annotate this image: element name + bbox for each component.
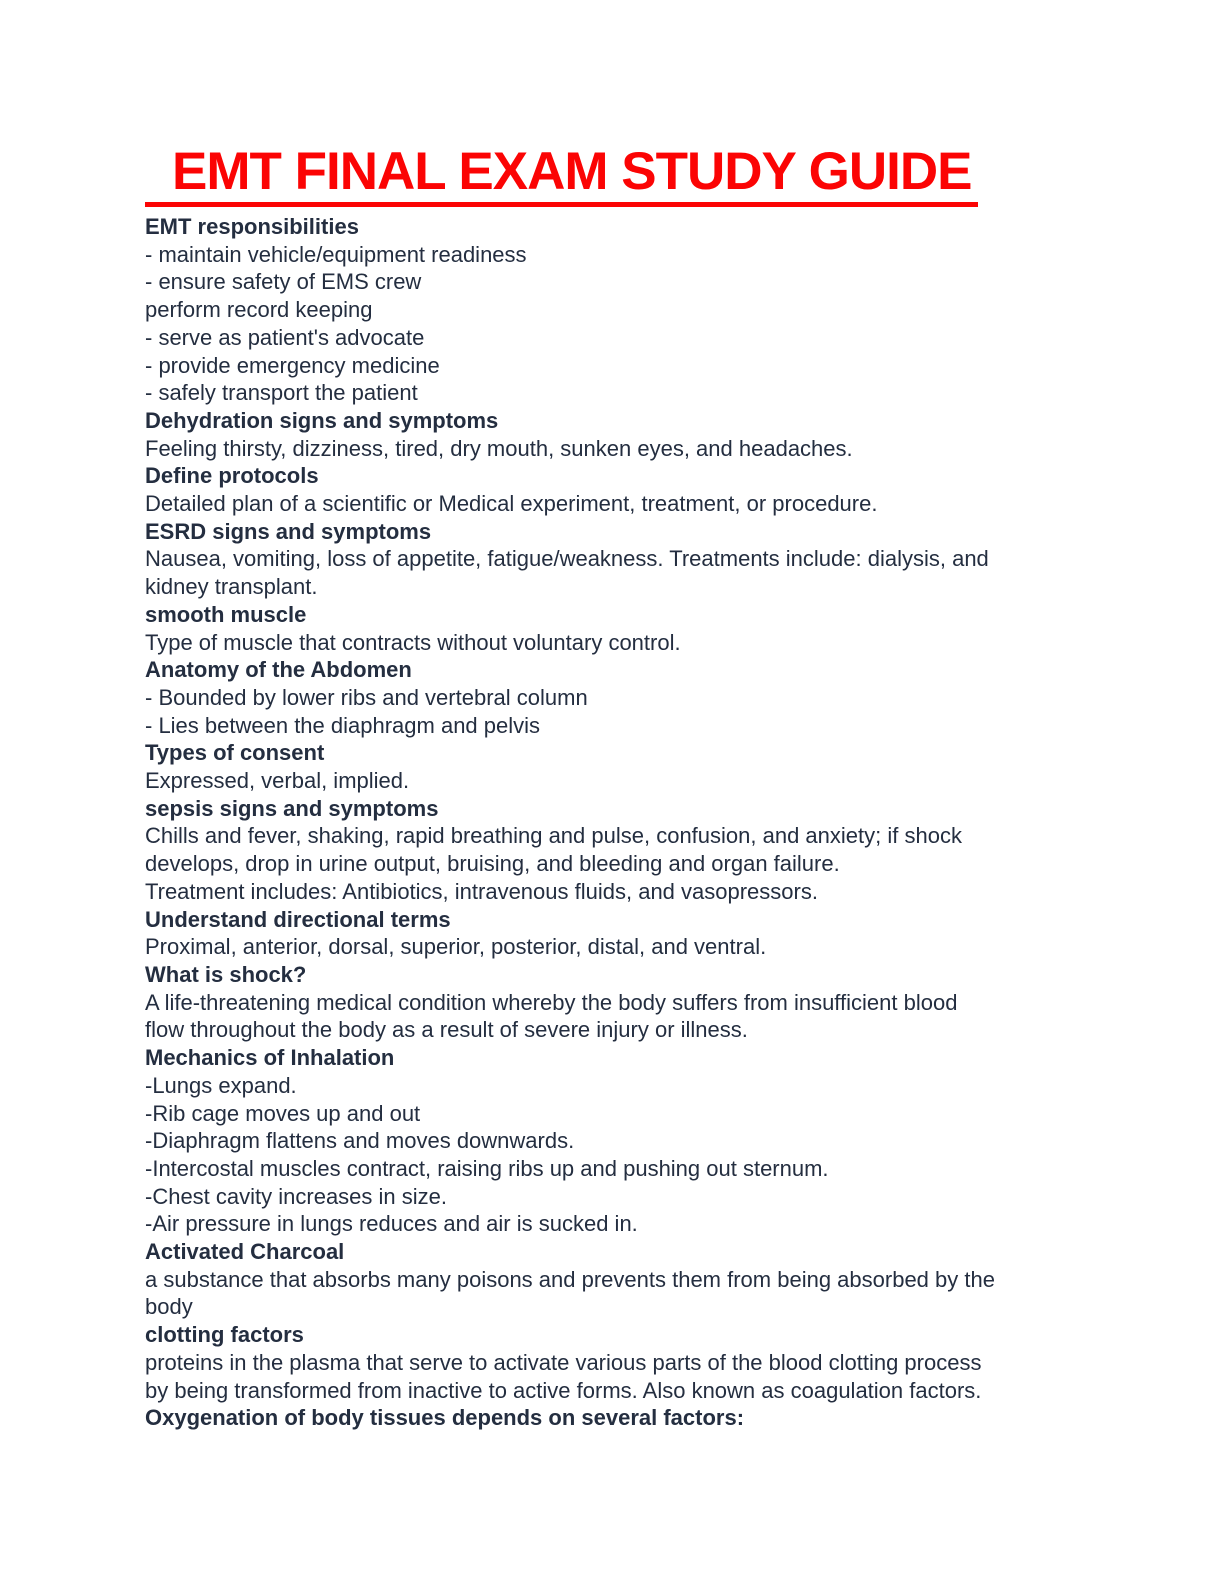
term-heading: ESRD signs and symptoms (145, 518, 432, 544)
text-line: -Lungs expand. (145, 1072, 297, 1098)
page-title: EMT FINAL EXAM STUDY GUIDE (145, 143, 978, 207)
text-line: Expressed, verbal, implied. (145, 768, 410, 794)
term-heading: What is shock? (145, 961, 307, 987)
text-line: - ensure safety of EMS crew (145, 269, 422, 295)
text-line: - Bounded by lower ribs and vertebral column (145, 684, 588, 710)
term-heading: Oxygenation of body tissues depends on several factors: (145, 1405, 745, 1431)
text-line: Proximal, anterior, dorsal, superior, posterior, distal, and ventral. (145, 934, 767, 960)
term-heading: smooth muscle (145, 601, 307, 627)
term-heading: Understand directional terms (145, 906, 451, 932)
text-line: -Intercostal muscles contract, raising ribs up and pushing out sternum. (145, 1155, 829, 1181)
text-line: -Air pressure in lungs reduces and air is sucked in. (145, 1211, 638, 1237)
term-heading: Types of consent (145, 740, 325, 766)
text-line: - provide emergency medicine (145, 352, 440, 378)
term-heading: Activated Charcoal (145, 1239, 345, 1265)
text-line: - safely transport the patient (145, 380, 418, 406)
text-line: Detailed plan of a scientific or Medical experiment, treatment, or procedure. (145, 491, 878, 517)
term-heading: Define protocols (145, 463, 319, 489)
text-line: develops, drop in urine output, bruising, and bleeding and organ failure. (145, 851, 840, 877)
text-line: body (145, 1294, 193, 1320)
text-line: Nausea, vomiting, loss of appetite, fatigue/weakness. Treatments include: dialysis, and (145, 546, 989, 572)
text-line: -Diaphragm flattens and moves downwards. (145, 1128, 575, 1154)
text-line: -Chest cavity increases in size. (145, 1183, 447, 1209)
text-line: proteins in the plasma that serve to activate various parts of the blood clotting process (145, 1349, 982, 1375)
term-heading: EMT responsibilities (145, 214, 359, 239)
text-line: perform record keeping (145, 297, 373, 323)
text-line: A life-threatening medical condition whereby the body suffers from insufficient blood (145, 989, 958, 1015)
text-line: flow throughout the body as a result of severe injury or illness. (145, 1017, 748, 1043)
text-line: -Rib cage moves up and out (145, 1100, 421, 1126)
term-heading: Dehydration signs and symptoms (145, 407, 499, 433)
text-line: - serve as patient's advocate (145, 324, 425, 350)
text-line: by being transformed from inactive to active forms. Also known as coagulation factors. (145, 1377, 982, 1403)
term-heading: clotting factors (145, 1322, 304, 1348)
text-line: - maintain vehicle/equipment readiness (145, 241, 527, 267)
text-line: a substance that absorbs many poisons and prevents them from being absorbed by the (145, 1266, 995, 1292)
document-body (145, 213, 1085, 1432)
term-heading: Anatomy of the Abdomen (145, 657, 412, 683)
text-line: Type of muscle that contracts without voluntary control. (145, 629, 681, 655)
text-line: Chills and fever, shaking, rapid breathing and pulse, confusion, and anxiety; if shock (145, 823, 962, 849)
text-line: Treatment includes: Antibiotics, intravenous fluids, and vasopressors. (145, 878, 818, 904)
text-line: - Lies between the diaphragm and pelvis (145, 712, 541, 738)
document-content (145, 143, 1085, 1432)
term-heading: Mechanics of Inhalation (145, 1045, 395, 1071)
text-line: Feeling thirsty, dizziness, tired, dry mouth, sunken eyes, and headaches. (145, 435, 853, 461)
term-heading: sepsis signs and symptoms (145, 795, 439, 821)
text-line: kidney transplant. (145, 574, 318, 600)
